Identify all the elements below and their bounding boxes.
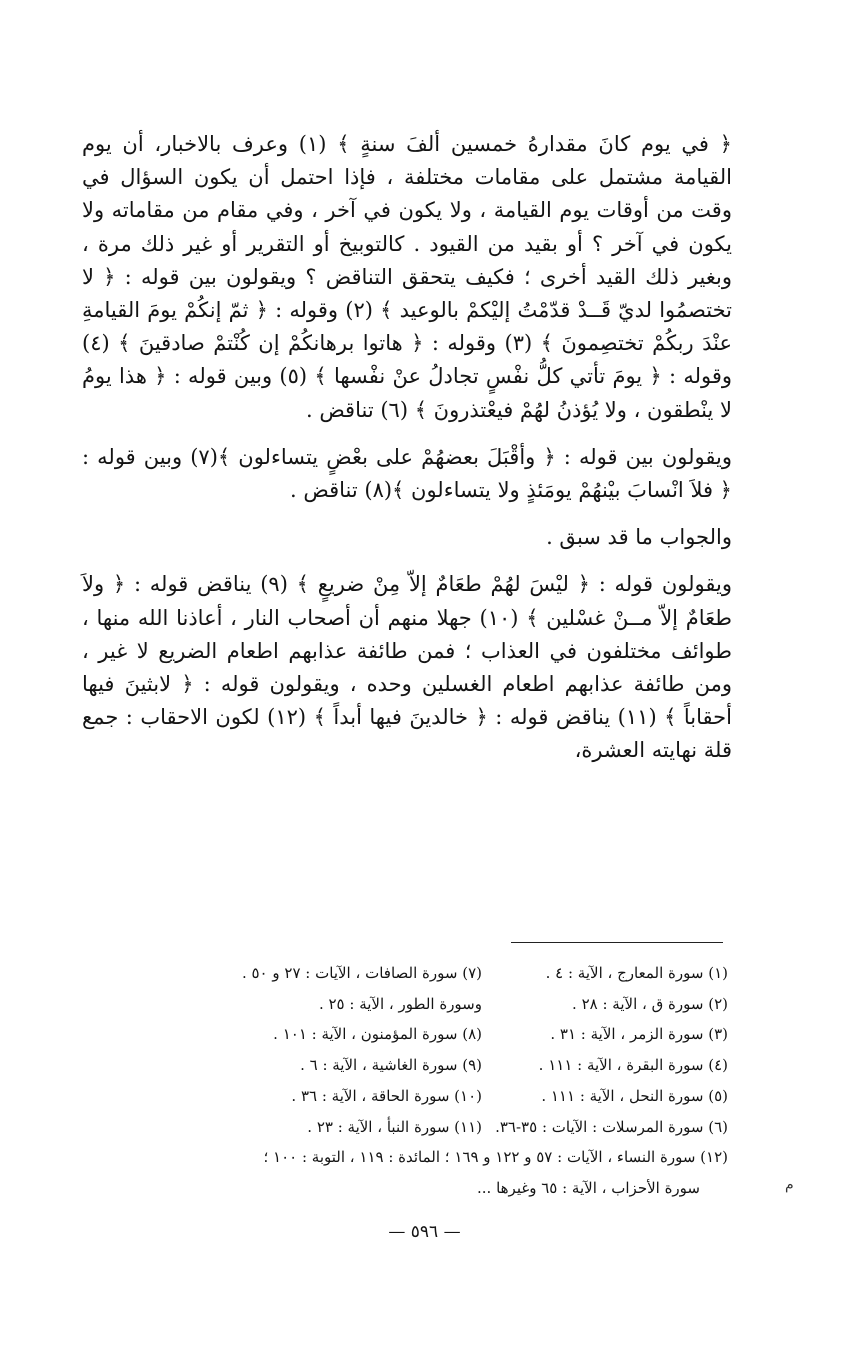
footnote-row [86, 989, 728, 1020]
footnote-row [86, 1112, 728, 1143]
footnote: (١١) سورة النبأ ، الآية : ٢٣ . [307, 1117, 482, 1136]
footnote: (٧) سورة الصافات ، الآيات : ٢٧ و ٥٠ . [241, 964, 482, 982]
paragraph: ويقولون قوله : ﴿ ليْسَ لهُمْ طعَامٌ إلاّ مِنْ ضريعٍ ﴾ (٩) يناقض قوله : ﴿ ولاَ طعَامٌ إلاّ مــنْ غسْلين ﴾ (١٠) جهلا منهم أن أصحاب النار ، أعاذنا الله منها ، طوائف مختلفون في العذاب ؛ فمن طائفة عذابهم اطعام الضريع لا غير ، ومن طائفة عذابهم اطعام الغسلين وحده ، ويقولون قوله : ﴿ لابثينَ فيها أحقاباً ﴾ (١١) يناقض قوله : ﴿ خالدينَ فيها أبداً ﴾ (١٢) لكون الاحقاب : جمع قلة نهايته العشرة، [82, 572, 732, 763]
footnote-row [86, 1019, 728, 1050]
paragraph: ﴿ في يوم كانَ مقدارهُ خمسين ألفَ سنةٍ ﴾ (١) وعرف بالاخبار، أن يوم القيامة مشتمل على مقامات مختلفة ، فإذا احتمل أن يكون السؤال في وقت من أوقات يوم القيامة ، ولا يكون في آخر ، وفي مقام من مقاماته ولا يكون في آخر ؟ أو بقيد من القيود . كالتوبيخ أو التقرير أو غير ذلك مرة ، وبغير ذلك القيد أخرى ؛ فكيف يتحقق التناقض ؟ ويقولون بين قوله : ﴿ لا تختصمُوا لديّ قَــدْ قدّمْتُ إليْكمْ بالوعيد ﴾ (٢) وقوله : ﴿ ثمّ إنكُمْ يومَ القيامةِ عنْدَ ربكُمْ تختصِمونَ ﴾ (٣) وقوله : ﴿ هاتوا برهانكُمْ إن كُنْتمْ صادقينَ ﴾ (٤) وقوله : ﴿ يومَ تأتي كلُّ نفْسٍ تجادلُ عنْ نفْسها ﴾ (٥) وبين قوله : ﴿ هذا يومُ لا ينْطقون ، ولا يُؤذنُ لهُمْ فيعْتذرونَ ﴾ (٦) تناقض . [82, 132, 733, 422]
page-number: — ٥٩٦ — [388, 1222, 461, 1242]
footnote-row [86, 958, 728, 989]
footnote: (١٢) سورة النساء ، الآيات : ٥٧ و ١٢٢ و ١٦٩ ؛ المائدة : ١١٩ ، التوبة : ١٠٠ ؛ [263, 1148, 728, 1167]
paragraph: والجواب ما قد سبق . [546, 525, 732, 550]
footnote: (٢) سورة ق ، الآية : ٢٨ . [572, 994, 728, 1013]
footnote-continuation: سورة الأحزاب ، الآية : ٦٥ وغيرها ... [477, 1178, 700, 1197]
footnote-row [86, 1050, 728, 1081]
main-text [82, 128, 732, 768]
footnotes [86, 958, 728, 1204]
margin-mark: م [785, 1177, 794, 1193]
footnote: (٦) سورة المرسلات : الآيات : ٣٥-٣٦. [495, 1117, 728, 1136]
footnote: وسورة الطور ، الآية : ٢٥ . [318, 994, 482, 1013]
footnote: (٩) سورة الغاشية ، الآية : ٦ . [300, 1056, 482, 1075]
footnote-separator [511, 942, 723, 943]
paragraph: ويقولون بين قوله : ﴿ وأقْبَلَ بعضهُمْ على بعْضٍ يتساءلون ﴾(٧) وبين قوله : ﴿ فلاَ انْسابَ بيْنهُمْ يومَئذٍ ولا يتساءلون ﴾(٨) تناقض . [82, 444, 732, 503]
footnote: (٤) سورة البقرة ، الآية : ١١١ . [538, 1056, 728, 1075]
footnote: (٨) سورة المؤمنون ، الآية : ١٠١ . [273, 1025, 482, 1044]
footnote: (٣) سورة الزمر ، الآية : ٣١ . [550, 1025, 728, 1044]
footnote-row [86, 1081, 728, 1112]
footnote: (١٠) سورة الحاقة ، الآية : ٣٦ . [291, 1086, 482, 1105]
footnote: (١) سورة المعارج ، الآية : ٤ . [545, 964, 728, 982]
footnote: (٥) سورة النحل ، الآية : ١١١ . [541, 1086, 728, 1105]
